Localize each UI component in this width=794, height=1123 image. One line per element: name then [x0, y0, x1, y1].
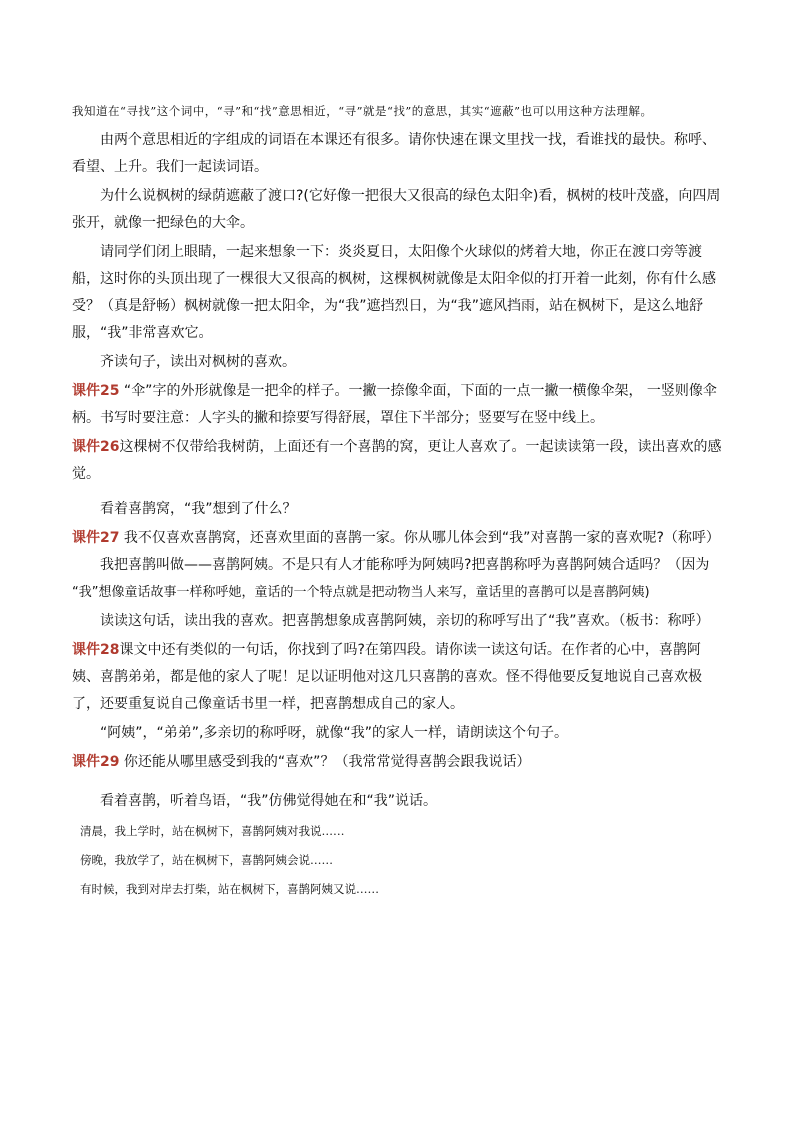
paragraph-fairy-tale: “我”想像童话故事一样称呼她，童话的一个特点就是把动物当人来写，童话里的喜鹊可以是喜鹊阿姨): [72, 585, 650, 600]
paragraph-magpie-nest: 看着喜鹊窝，“我”想到了什么？: [100, 501, 297, 517]
slide-text-26: 这棵树不仅带给我树荫，上面还有一个喜鹊的窝，更让人喜欢了。一起读读第一段，读出喜欢的感觉。: [72, 439, 722, 482]
paragraph-words: 由两个意思相近的字组成的词语在本课还有很多。请你快速在课文里找一找，看谁找的最快。称呼、看望、上升。我们一起读词语。: [72, 132, 716, 175]
example-line-morning: 清晨，我上学时，站在枫树下，喜鹊阿姨对我说……: [80, 824, 345, 838]
paragraph-slide-28: [72, 637, 728, 718]
slide-text-29: 你还能从哪里感受到我的“喜欢”？（我常常觉得喜鹊会跟我说话）: [119, 754, 531, 770]
paragraph-imagine: 请同学们闭上眼睛，一起来想象一下：炎炎夏日，太阳像个火球似的烤着大地，你正在渡口旁等渡船，这时你的头顶出现了一棵很大又很高的枫树，这棵枫树就像是太阳伞似的打开着一此刻，你有什么感受？（真是舒畅）枫树就像一把太阳伞，为“我”遮挡烈日，为“我”遮风挡雨，站在枫树下，是这么地舒服，“我”非常喜欢它。: [72, 244, 716, 341]
paragraph-listen-magpie: 看着喜鹊，听着鸟语，“我”仿佛觉得她在和“我”说话。: [100, 793, 438, 809]
slide-tag-28: 课件28: [72, 642, 120, 658]
paragraph-slide-26: [72, 434, 728, 488]
slide-tag-29: 课件29: [72, 754, 120, 770]
paragraph-slide-29: [72, 749, 728, 776]
document-body: [72, 98, 728, 904]
slide-text-25: “伞”字的外形就像是一把伞的样子。一撇一捺像伞面，下面的一点一撇一横像伞架， 一竖则像伞柄。书写时要注意：人字头的撇和捺要写得舒展，罩住下半部分；竖要写在竖中线上。: [72, 383, 717, 426]
paragraph-aunt-magpie: 我把喜鹊叫做——喜鹊阿姨。不是只有人才能称呼为阿姨吗?把喜鹊称呼为喜鹊阿姨合适吗？（因为: [100, 557, 710, 573]
paragraph-read-sentence: 读读这句话，读出我的喜欢。把喜鹊想象成喜鹊阿姨，亲切的称呼写出了“我”喜欢。（板书：称呼）: [100, 613, 710, 629]
paragraph-read-aloud: 齐读句子，读出对枫树的喜欢。: [100, 354, 296, 370]
example-line-sometimes: 有时候，我到对岸去打柴，站在枫树下，喜鹊阿姨又说……: [80, 882, 379, 896]
paragraph-explanation: 我知道在“寻找”这个词中，“寻”和“找”意思相近，“寻”就是“找”的意思，其实“遮蔽”也可以用这种方法理解。: [72, 104, 653, 118]
slide-tag-25: 课件25: [72, 383, 120, 399]
slide-tag-26: 课件26: [72, 439, 120, 455]
slide-text-27: 我不仅喜欢喜鹊窝，还喜欢里面的喜鹊一家。你从哪儿体会到“我”对喜鹊一家的喜欢呢?（称呼）: [119, 530, 720, 546]
example-line-evening: 傍晚，我放学了，站在枫树下，喜鹊阿姨会说……: [80, 853, 333, 867]
paragraph-umbrella-question: 为什么说枫树的绿荫遮蔽了渡口?(它好像一把很大又很高的绿色太阳伞)看，枫树的枝叶茂盛，向四周张开，就像一把绿色的大伞。: [72, 188, 721, 231]
paragraph-kind-address: “阿姨”，“弟弟”,多亲切的称呼呀，就像“我”的家人一样，请朗读这个句子。: [100, 725, 568, 741]
slide-tag-27: 课件27: [72, 530, 120, 546]
slide-text-28: 课文中还有类似的一句话，你找到了吗?在第四段。请你读一读这句话。在作者的心中，喜鹊阿姨、喜鹊弟弟，都是他的家人了呢！足以证明他对这几只喜鹊的喜欢。怪不得他要反复地说自己喜欢极了，还要重复说自己像童话书里一样，把喜鹊想成自己的家人。: [72, 642, 702, 712]
paragraph-slide-25: [72, 378, 728, 432]
paragraph-slide-27: [72, 525, 728, 552]
